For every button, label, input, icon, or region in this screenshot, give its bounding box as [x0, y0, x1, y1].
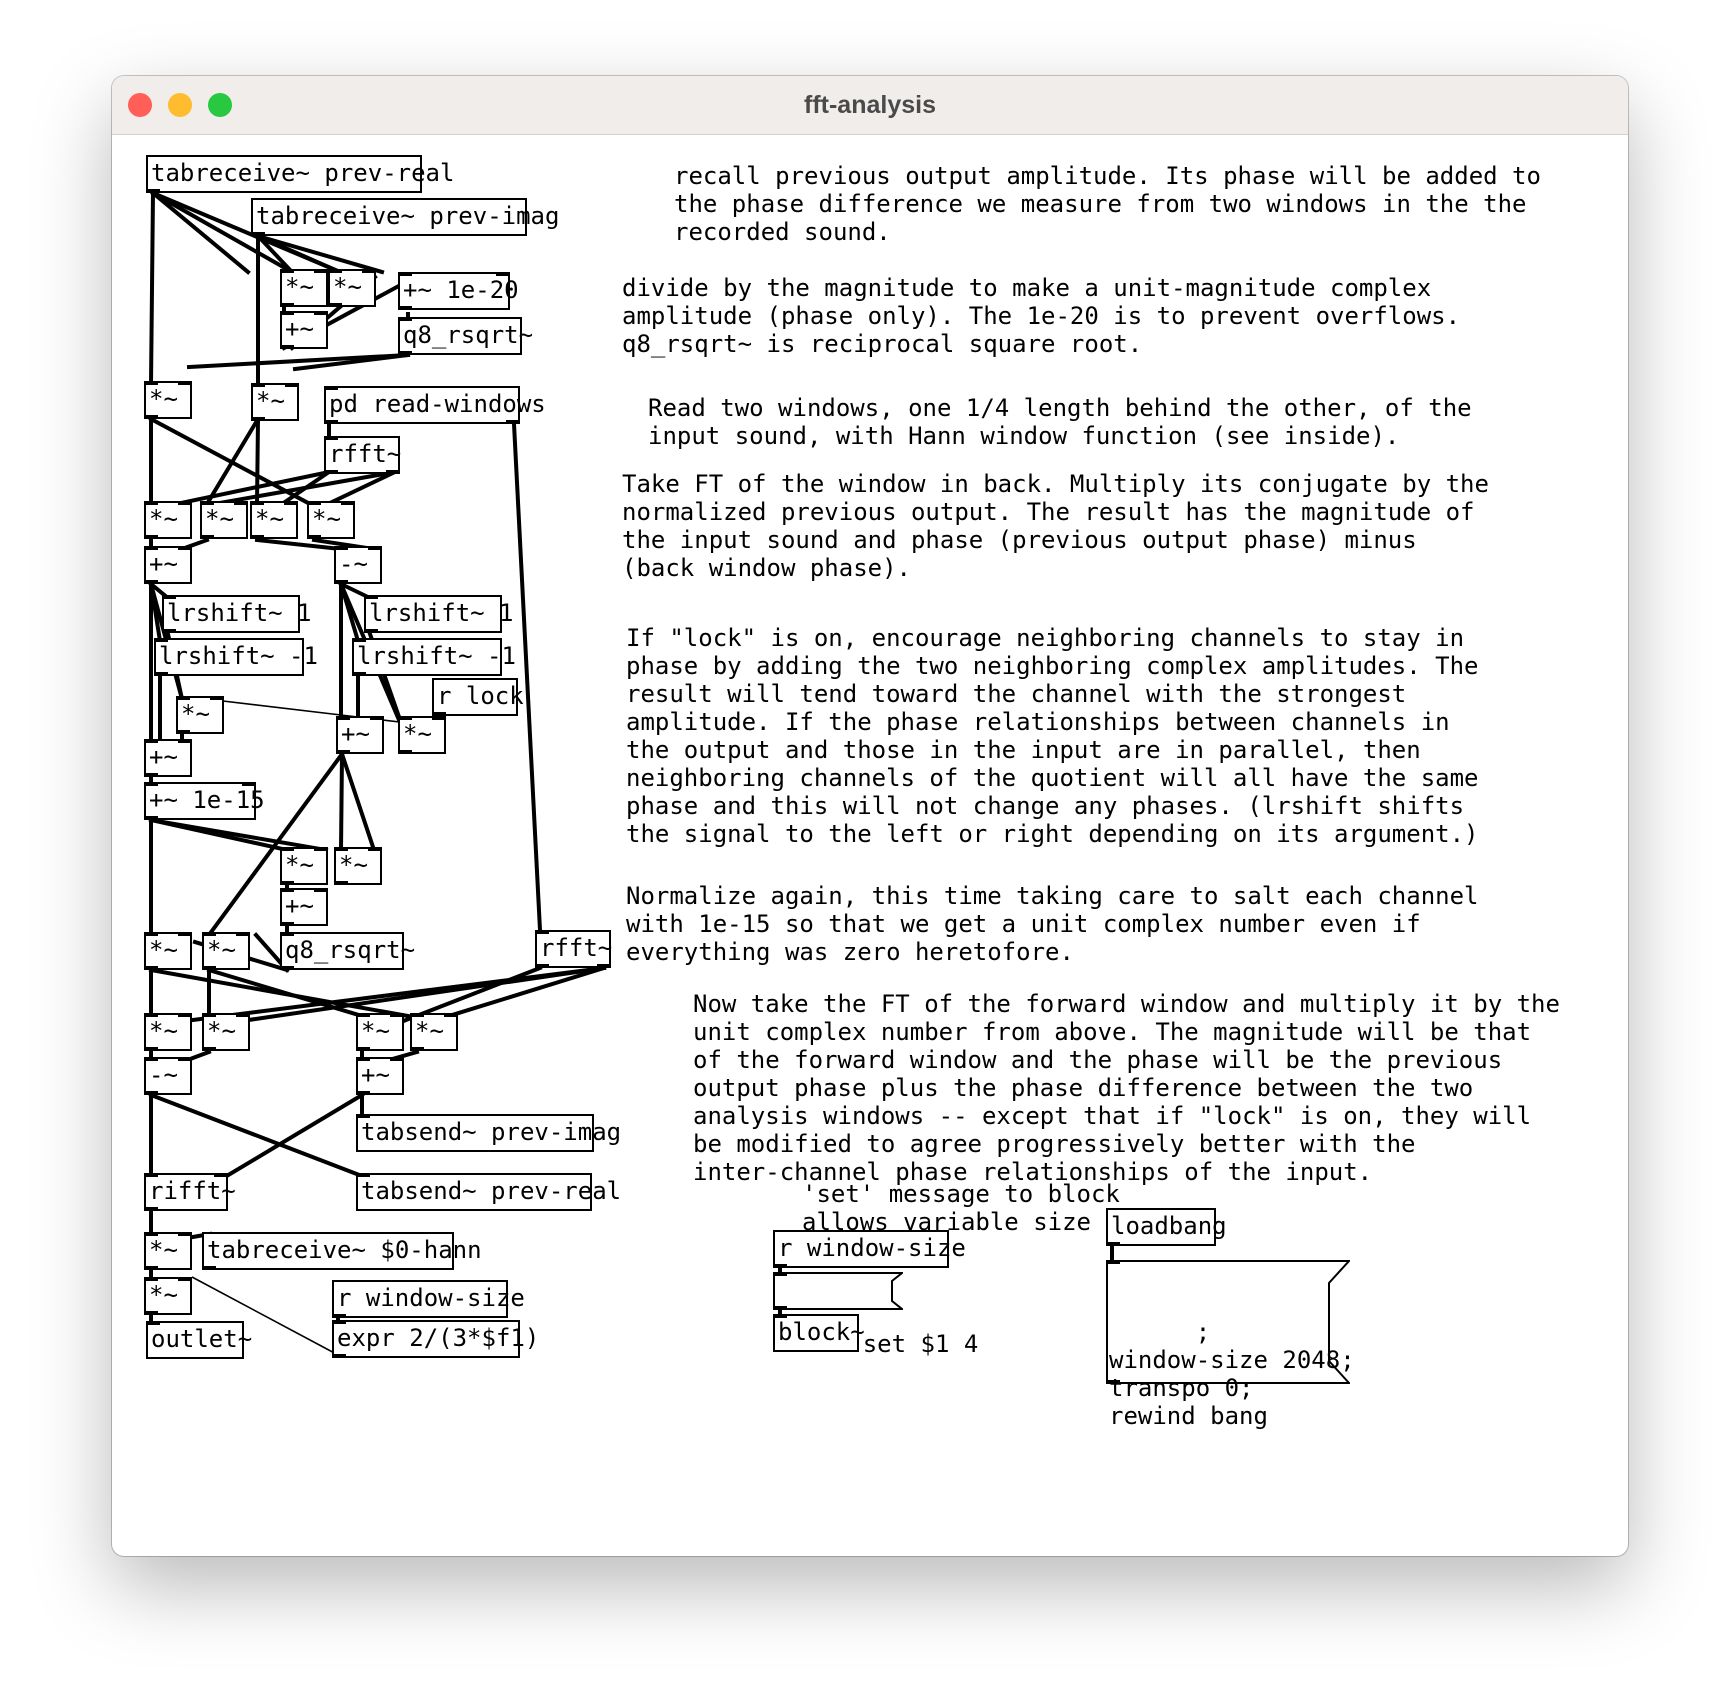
inlet-port[interactable] [341, 501, 355, 505]
q8-rsqrt-object[interactable] [398, 317, 534, 355]
object-label: +~ [341, 720, 370, 748]
inlet-port[interactable] [332, 1320, 346, 1324]
comment-divide: divide by the magnitude to make a unit-magnitude complex amplitude (phase only). The 1e-20 is to prevent overflows. q8_rsqrt~ is reciprocal square root. [622, 274, 1461, 358]
object-label: *~ [149, 505, 178, 533]
object-label: *~ [312, 505, 341, 533]
object-label: lrshift~ -1 [159, 642, 318, 670]
add-signal-object[interactable] [356, 1057, 404, 1095]
inlet-port[interactable] [334, 546, 348, 550]
expr-object[interactable] [332, 1320, 540, 1358]
inlet-port[interactable] [176, 696, 190, 700]
tabsend-prev-real-object[interactable] [356, 1173, 622, 1211]
object-label: *~ [255, 505, 284, 533]
object-label: tabsend~ prev-real [361, 1177, 622, 1205]
outlet-port[interactable] [280, 345, 294, 349]
inlet-port[interactable] [314, 311, 328, 315]
outlet-port[interactable] [597, 964, 611, 968]
outlet-port[interactable] [144, 580, 158, 584]
inlet-port[interactable] [432, 716, 446, 720]
inlet-port[interactable] [144, 1277, 158, 1281]
outlet-port[interactable] [202, 1266, 216, 1270]
inlet-port[interactable] [356, 1013, 370, 1017]
outlet-port[interactable] [280, 303, 294, 307]
cord [151, 820, 326, 850]
outlet-port[interactable] [773, 1264, 787, 1268]
cord [257, 419, 258, 504]
object-label: *~ [149, 1281, 178, 1309]
inlet-port[interactable] [324, 386, 338, 390]
outlet-port[interactable] [332, 1314, 346, 1318]
object-label: tabreceive~ prev-real [151, 159, 455, 187]
inlet-port[interactable] [144, 782, 158, 786]
rifft-object[interactable] [144, 1173, 236, 1211]
outlet-port[interactable] [200, 535, 214, 539]
object-label: tabreceive~ $0-hann [207, 1236, 482, 1264]
inlet-port[interactable] [398, 317, 412, 321]
inlet-port[interactable] [178, 1232, 192, 1236]
object-label: +~ 1e-15 [149, 786, 265, 814]
object-label: tabsend~ prev-imag [361, 1118, 622, 1146]
inlet-port[interactable] [178, 739, 192, 743]
object-label: +~ [361, 1061, 390, 1089]
object-label: r window-size [337, 1284, 525, 1312]
cord [151, 1095, 362, 1176]
multiply-signal-object[interactable] [144, 1013, 192, 1051]
r-window-size-object[interactable] [332, 1280, 525, 1318]
outlet-port[interactable] [144, 1207, 158, 1211]
outlet-port[interactable] [144, 535, 158, 539]
lrshift-1-object[interactable] [364, 595, 514, 633]
comment-recall: recall previous output amplitude. Its phase will be added to the phase difference we measure from two windows in the the recorded sound. [674, 162, 1541, 246]
inlet-port[interactable] [328, 269, 342, 273]
inlet-port[interactable] [178, 1013, 192, 1017]
tabreceive-hann-object[interactable] [202, 1232, 482, 1270]
inlet-port[interactable] [356, 1173, 370, 1177]
object-label: *~ [149, 385, 178, 413]
multiply-signal-object[interactable] [398, 716, 446, 754]
inlet-port[interactable] [144, 932, 158, 936]
cord [153, 193, 248, 272]
inlet-port[interactable] [324, 436, 338, 440]
multiply-signal-object[interactable] [176, 696, 224, 734]
inlet-port[interactable] [314, 269, 328, 273]
inlet-port[interactable] [390, 1013, 404, 1017]
object-label: +~ [285, 315, 314, 343]
object-label: *~ [339, 851, 368, 879]
message-text: ; window-size 2048; transpo 0; rewind bang [1109, 1318, 1355, 1430]
object-label: +~ 1e-20 [403, 276, 519, 304]
cord [341, 754, 342, 850]
inlet-port[interactable] [236, 932, 250, 936]
add-signal-object[interactable] [144, 739, 192, 777]
inlet-port[interactable] [334, 847, 348, 851]
multiply-signal-object[interactable] [251, 383, 299, 421]
object-label: *~ [207, 1017, 236, 1045]
tabreceive-prev-real-object[interactable] [146, 155, 455, 193]
multiply-signal-object[interactable] [307, 501, 355, 539]
inlet-port[interactable] [178, 932, 192, 936]
multiply-signal-object[interactable] [202, 1013, 250, 1051]
multiply-signal-object[interactable] [144, 381, 192, 419]
block-object[interactable] [773, 1314, 865, 1352]
inlet-port[interactable] [280, 311, 294, 315]
inlet-port[interactable] [362, 269, 376, 273]
inlet-port[interactable] [280, 269, 294, 273]
lrshift-minus-1-object[interactable] [154, 638, 318, 676]
inlet-port[interactable] [210, 696, 224, 700]
cord [342, 754, 374, 850]
outlet-port[interactable] [202, 966, 216, 970]
object-label: *~ [403, 720, 432, 748]
outlet-port[interactable] [280, 966, 294, 970]
outlet-port[interactable] [146, 189, 160, 193]
outlet-port[interactable] [176, 730, 190, 734]
outlet-port[interactable] [398, 306, 412, 310]
outlet-port[interactable] [280, 881, 294, 885]
object-label: expr 2/(3*$f1) [337, 1324, 540, 1352]
object-label: *~ [149, 1236, 178, 1264]
object-label: q8_rsqrt~ [285, 936, 416, 964]
inlet-port[interactable] [284, 501, 298, 505]
object-label: *~ [149, 1017, 178, 1045]
inlet-port[interactable] [178, 546, 192, 550]
comment-forward-window: Now take the FT of the forward window and multiply it by the unit complex number from above. The magnitude will be that of the forward window and the phase will be the previous output phase plus the phase difference between the two analysis windows -- except that if "lock" is on, they will be modified to agree progressively better with the inter-channel phase relationships of the input. [693, 990, 1560, 1186]
outlet-port[interactable] [144, 1091, 158, 1095]
multiply-signal-object[interactable] [200, 501, 248, 539]
inlet-port[interactable] [162, 595, 176, 599]
multiply-signal-object[interactable] [144, 501, 192, 539]
outlet-port[interactable] [364, 629, 378, 633]
patch-window [112, 76, 1628, 1556]
object-label: *~ [285, 273, 314, 301]
multiply-signal-object[interactable] [144, 1277, 192, 1315]
inlet-port[interactable] [178, 1277, 192, 1281]
object-label: rifft~ [149, 1177, 236, 1205]
inlet-port[interactable] [285, 383, 299, 387]
object-label: rfft~ [329, 440, 402, 468]
inlet-port[interactable] [535, 930, 549, 934]
object-label: *~ [415, 1017, 444, 1045]
message-box-outline [773, 1272, 903, 1310]
inlet-port[interactable] [236, 1013, 250, 1017]
add-1e-15-object[interactable] [144, 782, 265, 820]
inlet-port[interactable] [202, 932, 216, 936]
q8-rsqrt-object[interactable] [280, 932, 416, 970]
init-message-box[interactable] [1106, 1260, 1355, 1430]
cord [151, 193, 153, 384]
outlet-port[interactable] [280, 922, 294, 926]
outlet-port[interactable] [328, 303, 342, 307]
multiply-signal-object[interactable] [144, 1232, 192, 1270]
inlet-port[interactable] [314, 847, 328, 851]
inlet-port[interactable] [280, 888, 294, 892]
inlet-port[interactable] [356, 1114, 370, 1118]
inlet-port[interactable] [214, 1173, 228, 1177]
message-text: set $1 4 [862, 1330, 979, 1358]
outlet-port[interactable] [307, 535, 321, 539]
outlet-port[interactable] [356, 1047, 370, 1051]
inlet-port[interactable] [178, 381, 192, 385]
outlet-port[interactable] [398, 351, 412, 355]
object-label: lrshift~ 1 [369, 599, 514, 627]
object-label: outlet~ [151, 1325, 253, 1353]
multiply-signal-object[interactable] [250, 501, 298, 539]
object-label: +~ [285, 892, 314, 920]
multiply-signal-object[interactable] [334, 847, 382, 885]
outlet-port[interactable] [1106, 1242, 1120, 1246]
inlet-port[interactable] [251, 383, 265, 387]
r-lock-object[interactable] [432, 678, 524, 716]
inlet-port[interactable] [496, 272, 510, 276]
object-label: -~ [149, 1061, 178, 1089]
comment-normalize: Normalize again, this time taking care to salt each channel with 1e-15 so that we get a unit complex number even if everything was zero heretofore. [626, 882, 1479, 966]
inlet-port[interactable] [250, 501, 264, 505]
multiply-signal-object[interactable] [328, 269, 376, 307]
inlet-port[interactable] [356, 1057, 370, 1061]
outlet-port[interactable] [332, 1354, 346, 1358]
outlet-port[interactable] [334, 881, 348, 885]
inlet-port[interactable] [364, 595, 378, 599]
object-label: +~ [149, 550, 178, 578]
inlet-port[interactable] [307, 501, 321, 505]
inlet-port[interactable] [398, 272, 412, 276]
object-label: loadbang [1111, 1212, 1227, 1240]
outlet-port[interactable] [410, 1047, 424, 1051]
object-label: tabreceive~ prev-imag [256, 202, 560, 230]
inlet-port[interactable] [234, 501, 248, 505]
multiply-signal-object[interactable] [410, 1013, 458, 1051]
object-label: rfft~ [540, 934, 613, 962]
inlet-port[interactable] [144, 546, 158, 550]
rfft-object[interactable] [324, 436, 400, 474]
outlet-port[interactable] [144, 816, 158, 820]
inlet-port[interactable] [444, 1013, 458, 1017]
inlet-port[interactable] [144, 1013, 158, 1017]
object-label: lrshift~ -1 [357, 642, 516, 670]
object-label: *~ [205, 505, 234, 533]
add-signal-object[interactable] [280, 311, 328, 349]
multiply-signal-object[interactable] [144, 932, 192, 970]
inlet-port[interactable] [144, 739, 158, 743]
inlet-port[interactable] [336, 716, 350, 720]
object-label: pd read-windows [329, 390, 546, 418]
inlet-port[interactable] [144, 381, 158, 385]
inlet-port[interactable] [410, 1013, 424, 1017]
window-title: fft-analysis [804, 91, 936, 119]
inlet-port[interactable] [146, 1321, 160, 1325]
inlet-port[interactable] [144, 501, 158, 505]
inlet-port[interactable] [368, 546, 382, 550]
outlet-port[interactable] [356, 1091, 370, 1095]
outlet-object[interactable] [146, 1321, 253, 1359]
inlet-port[interactable] [280, 932, 294, 936]
inlet-port[interactable] [144, 1232, 158, 1236]
tabreceive-prev-imag-object[interactable] [251, 198, 560, 236]
inlet-port[interactable] [314, 888, 328, 892]
inlet-port[interactable] [390, 1057, 404, 1061]
outlet-port[interactable] [202, 1047, 216, 1051]
outlet-port[interactable] [144, 415, 158, 419]
inlet-port[interactable] [154, 638, 168, 642]
object-label: block~ [778, 1318, 865, 1346]
multiply-signal-object[interactable] [202, 932, 250, 970]
subtract-signal-object[interactable] [144, 1057, 192, 1095]
inlet-port[interactable] [368, 847, 382, 851]
outlet-port[interactable] [324, 470, 338, 474]
inlet-port[interactable] [242, 782, 256, 786]
inlet-port[interactable] [398, 716, 412, 720]
title-bar [112, 76, 1628, 135]
object-label: *~ [285, 851, 314, 879]
lrshift-minus-1-object[interactable] [352, 638, 516, 676]
inlet-port[interactable] [144, 1173, 158, 1177]
object-label: -~ [339, 550, 368, 578]
comment-lock: If "lock" is on, encourage neighboring channels to stay in phase by adding the two neighboring complex amplitudes. The result will tend toward the channel with the strongest amplitude. If the phase relationships between channels in the output and those in the input are in parallel, then neighboring channels of the quotient will all have the same phase and this will not change any phases. (lrshift shifts the signal to the left or right depending on its argument.) [626, 624, 1479, 848]
object-label: *~ [256, 387, 285, 415]
outlet-port[interactable] [506, 420, 520, 424]
outlet-port[interactable] [352, 672, 366, 676]
subtract-signal-object[interactable] [334, 546, 382, 584]
add-signal-object[interactable] [144, 546, 192, 584]
inlet-port[interactable] [773, 1314, 787, 1318]
inlet-port[interactable] [200, 501, 214, 505]
object-label: lrshift~ 1 [167, 599, 312, 627]
patch-canvas[interactable] [112, 134, 1628, 1556]
outlet-port[interactable] [386, 470, 400, 474]
inlet-port[interactable] [352, 638, 366, 642]
outlet-port[interactable] [144, 1311, 158, 1315]
outlet-port[interactable] [251, 417, 265, 421]
outlet-port[interactable] [162, 629, 176, 633]
inlet-port[interactable] [202, 1013, 216, 1017]
object-label: *~ [361, 1017, 390, 1045]
inlet-port[interactable] [280, 847, 294, 851]
comment-read-windows: Read two windows, one 1/4 length behind the other, of the input sound, with Hann window function (see inside). [648, 394, 1472, 450]
rfft-object[interactable] [535, 930, 611, 968]
inlet-port[interactable] [178, 1057, 192, 1061]
add-signal-object[interactable] [336, 716, 384, 754]
outlet-port[interactable] [398, 750, 412, 754]
comment-set-message: 'set' message to block allows variable size [802, 1180, 1120, 1236]
outlet-port[interactable] [144, 773, 158, 777]
inlet-port[interactable] [370, 716, 384, 720]
outlet-port[interactable] [251, 232, 265, 236]
cord [514, 424, 540, 930]
object-label: +~ [149, 743, 178, 771]
inlet-port[interactable] [144, 1057, 158, 1061]
add-signal-object[interactable] [280, 888, 328, 926]
add-1e-20-object[interactable] [398, 272, 519, 310]
lrshift-1-object[interactable] [162, 595, 312, 633]
tabsend-prev-imag-object[interactable] [356, 1114, 622, 1152]
comment-take-ft: Take FT of the window in back. Multiply its conjugate by the normalized previous output. The result has the magnitude of the input sound and phase (previous output phase) minus (back window phase). [622, 470, 1489, 582]
loadbang-object[interactable] [1106, 1208, 1227, 1246]
outlet-port[interactable] [334, 580, 348, 584]
multiply-signal-object[interactable] [280, 847, 328, 885]
outlet-port[interactable] [144, 966, 158, 970]
object-label: *~ [149, 936, 178, 964]
multiply-signal-object[interactable] [356, 1013, 404, 1051]
inlet-port[interactable] [178, 501, 192, 505]
object-label: *~ [333, 273, 362, 301]
outlet-port[interactable] [535, 964, 549, 968]
object-label: q8_rsqrt~ [403, 321, 534, 349]
outlet-port[interactable] [250, 535, 264, 539]
outlet-port[interactable] [144, 1047, 158, 1051]
outlet-port[interactable] [144, 1266, 158, 1270]
object-label: *~ [181, 700, 210, 728]
object-label: r lock [437, 682, 524, 710]
outlet-port[interactable] [324, 420, 338, 424]
pd-read-windows-object[interactable] [324, 386, 546, 424]
outlet-port[interactable] [336, 750, 350, 754]
outlet-port[interactable] [154, 672, 168, 676]
multiply-signal-object[interactable] [280, 269, 328, 307]
object-label: r window-size [778, 1234, 966, 1262]
object-label: *~ [207, 936, 236, 964]
